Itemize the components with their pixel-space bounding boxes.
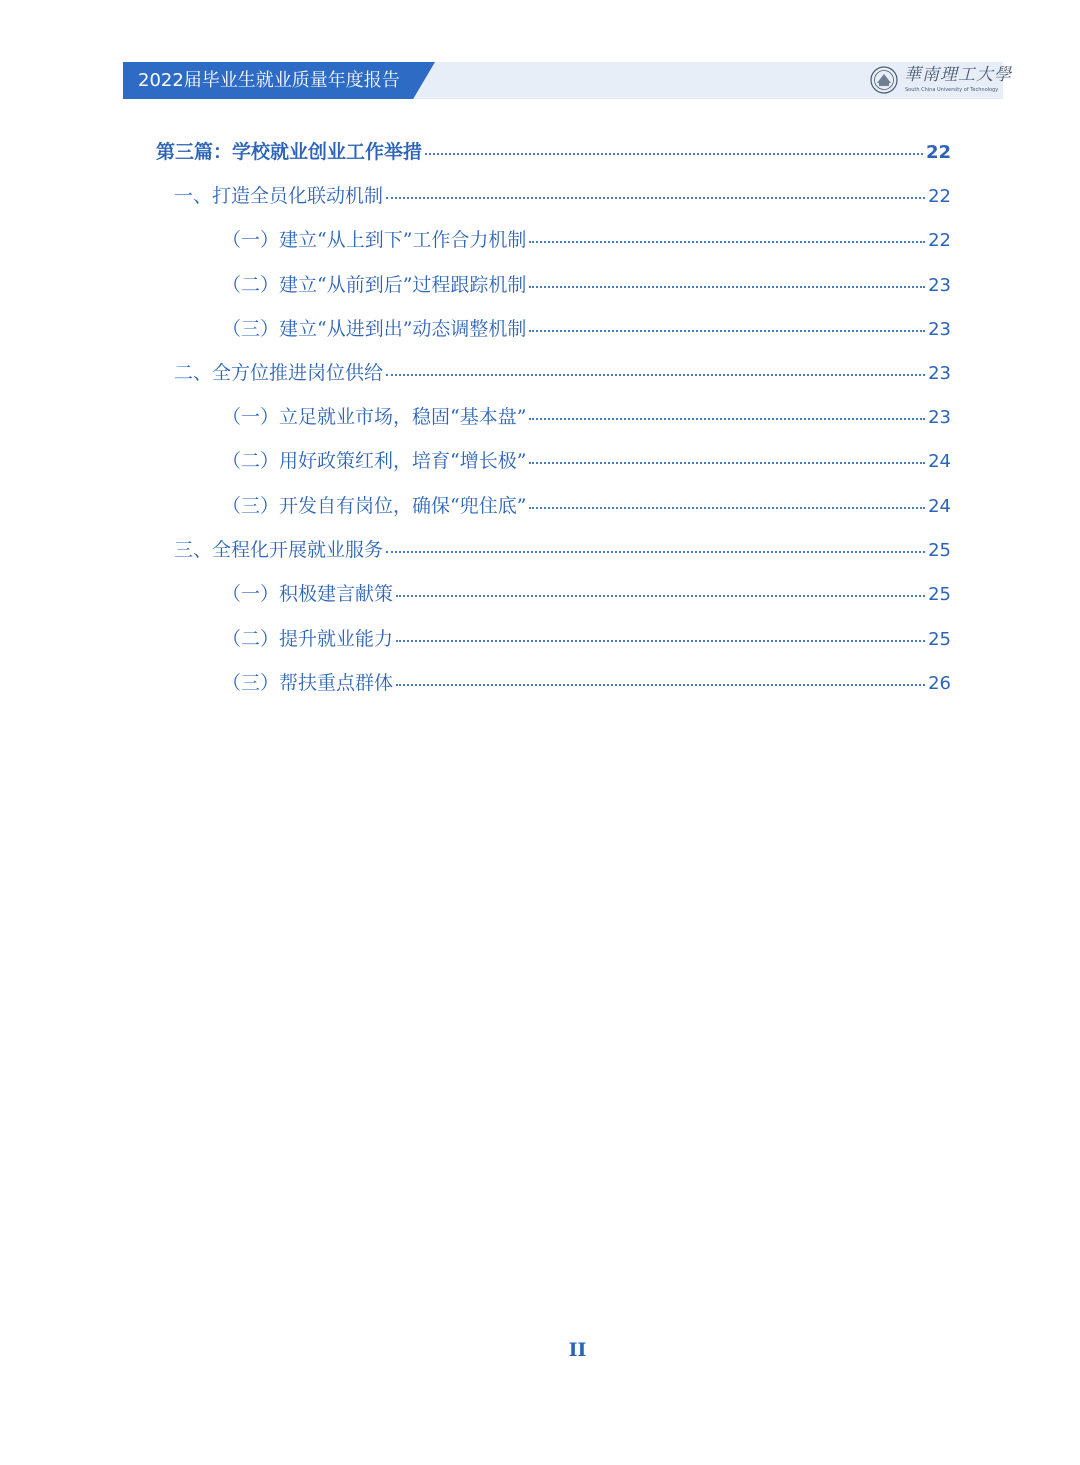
toc-entry-page: 23 bbox=[928, 363, 951, 384]
toc-entry-title: （一）积极建言献策 bbox=[222, 583, 394, 605]
toc-leader-dots bbox=[529, 284, 925, 288]
toc-entry-page: 26 bbox=[928, 673, 951, 694]
toc-entry[interactable] bbox=[222, 493, 951, 520]
toc-leader-dots bbox=[396, 682, 925, 686]
toc-entry-page: 23 bbox=[928, 407, 951, 428]
toc-entry-title: 二、全方位推进岗位供给 bbox=[174, 362, 384, 384]
toc-entry-title: （二）建立“从前到后”过程跟踪机制 bbox=[222, 274, 527, 296]
toc-entry[interactable] bbox=[174, 537, 951, 564]
toc-leader-dots bbox=[529, 460, 925, 464]
toc-leader-dots bbox=[425, 151, 923, 155]
toc-leader-dots bbox=[396, 593, 925, 597]
toc-leader-dots bbox=[386, 195, 925, 199]
toc-entry[interactable] bbox=[174, 360, 951, 387]
toc-entry-title: （三）帮扶重点群体 bbox=[222, 672, 394, 694]
toc-leader-dots bbox=[386, 372, 925, 376]
toc-entry[interactable] bbox=[222, 626, 951, 653]
toc-leader-dots bbox=[529, 328, 925, 332]
toc-entry-page: 22 bbox=[925, 142, 951, 163]
logo-subtitle: South China University of Technology bbox=[905, 87, 999, 93]
toc-entry-page: 22 bbox=[928, 230, 951, 251]
toc-entry-page: 23 bbox=[928, 275, 951, 296]
toc-entry-page: 23 bbox=[928, 319, 951, 340]
toc-entry-title: 三、全程化开展就业服务 bbox=[174, 539, 384, 561]
logo-name: 華南理工大學 bbox=[904, 65, 1012, 85]
toc-entry-page: 25 bbox=[928, 584, 951, 605]
toc-entry-page: 24 bbox=[928, 496, 951, 517]
toc-entry-title: （一）立足就业市场，稳固“基本盘” bbox=[222, 406, 527, 428]
toc-entry-title: 第三篇：学校就业创业工作举措 bbox=[156, 141, 423, 163]
toc-entry[interactable] bbox=[222, 581, 951, 608]
toc-entry[interactable] bbox=[156, 139, 951, 166]
toc-entry[interactable] bbox=[222, 316, 951, 343]
header-title: 2022届毕业生就业质量年度报告 bbox=[138, 70, 400, 91]
toc-entry[interactable] bbox=[222, 448, 951, 475]
toc-entry[interactable] bbox=[222, 227, 951, 254]
toc-entry-title: （二）提升就业能力 bbox=[222, 628, 394, 650]
toc-entry[interactable] bbox=[222, 404, 951, 431]
toc-leader-dots bbox=[396, 638, 925, 642]
page-number: II bbox=[568, 1339, 587, 1361]
toc-leader-dots bbox=[529, 416, 925, 420]
toc-entry-title: （三）建立“从进到出”动态调整机制 bbox=[222, 318, 527, 340]
toc-entry-page: 22 bbox=[928, 186, 951, 207]
toc-leader-dots bbox=[529, 505, 925, 509]
toc-entry-title: （二）用好政策红利，培育“增长极” bbox=[222, 450, 527, 472]
toc-entry-title: （一）建立“从上到下”工作合力机制 bbox=[222, 229, 527, 251]
toc-entry-title: 一、打造全员化联动机制 bbox=[174, 185, 384, 207]
toc-leader-dots bbox=[529, 239, 925, 243]
toc-entry-title: （三）开发自有岗位，确保“兜住底” bbox=[222, 495, 527, 517]
toc-entry[interactable] bbox=[222, 670, 951, 697]
toc-entry-page: 24 bbox=[928, 451, 951, 472]
toc-entry[interactable] bbox=[174, 183, 951, 210]
toc-entry-page: 25 bbox=[928, 629, 951, 650]
toc-leader-dots bbox=[386, 549, 925, 553]
toc-entry[interactable] bbox=[222, 272, 951, 299]
toc-entry-page: 25 bbox=[928, 540, 951, 561]
